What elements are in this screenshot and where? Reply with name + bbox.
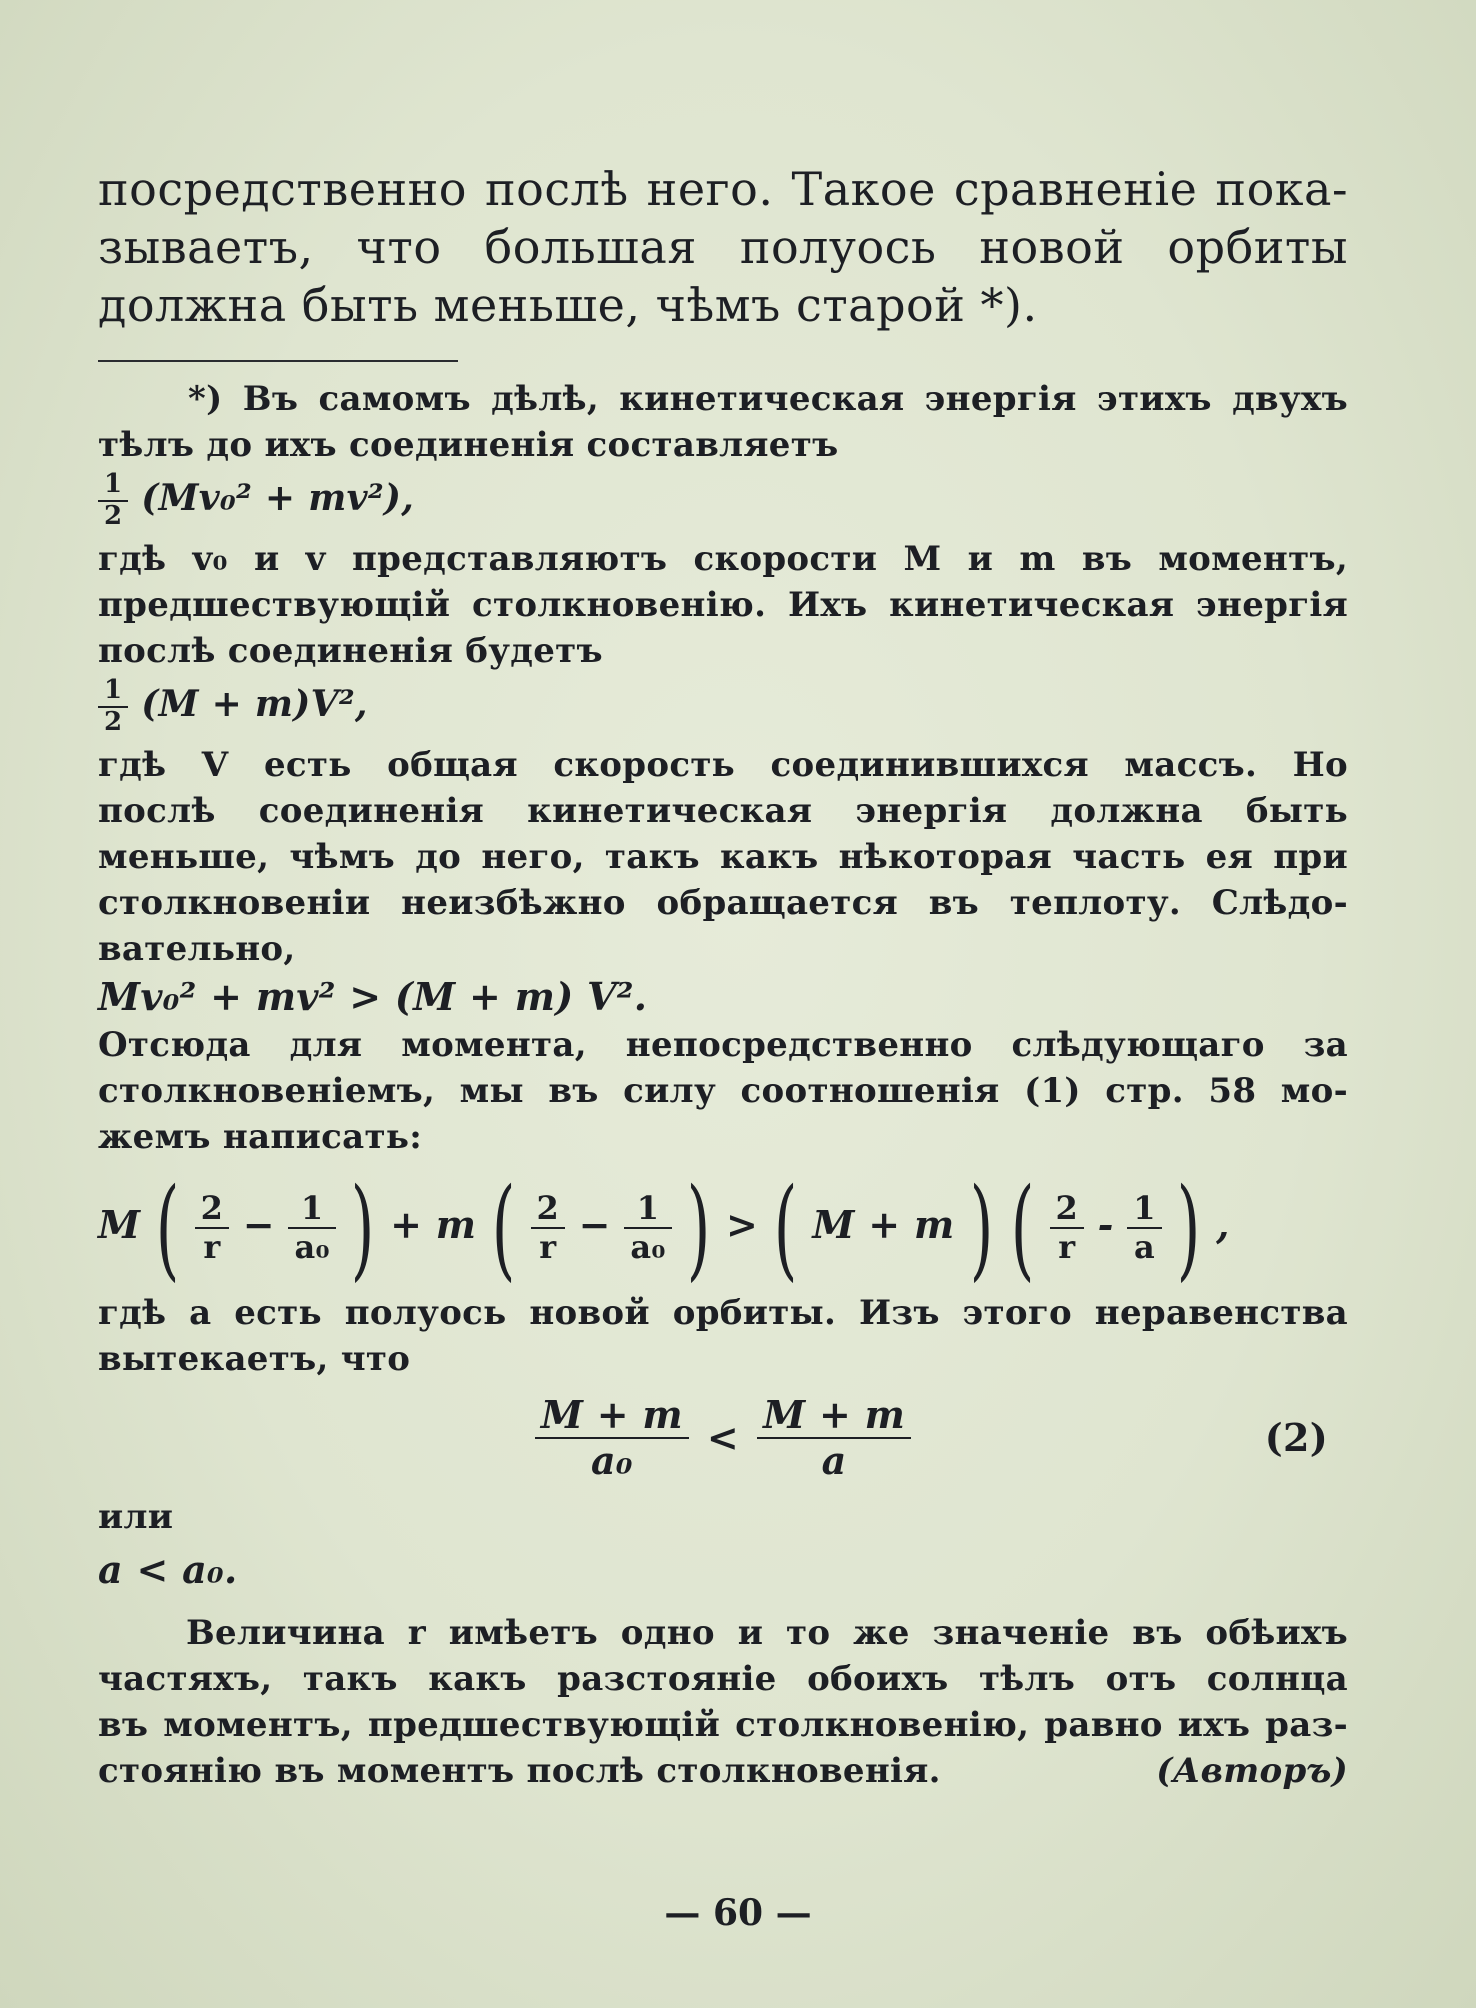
equation-number: (2) (1264, 1414, 1328, 1460)
footnote-line: столкновеніи неизбѣжно обращается въ теплоту. Слѣдо- (98, 882, 1348, 923)
author-attribution: (Авторъ) (1156, 1750, 1348, 1791)
formula-ratio-inequality: $\frac{M + m}{\text{a₀}}$ < $\frac{M + m}{a}$ (2) (98, 1382, 1348, 1494)
footnote-line: меньше, чѣмъ до него, такъ какъ нѣкоторая часть ея при (98, 836, 1348, 877)
footnote-line: *) Въ самомъ дѣлѣ, кинетическая энергія этихъ двухъ (188, 379, 1348, 419)
footnote-last-line: стоянію въ моментъ послѣ столкновенія. (Авторъ) (98, 1748, 1348, 1794)
footnote-line: тѣлъ до ихъ соединенія составляетъ (98, 425, 839, 465)
footnote-line: гдѣ a есть полуось новой орбиты. Изъ этого неравенства (98, 1292, 1348, 1333)
footnote-line: въ моментъ, предшествующій столкновенію, равно ихъ раз- (98, 1704, 1348, 1745)
footnote-line: вательно, (98, 928, 296, 969)
footnote-line: послѣ соединенія будетъ (98, 630, 603, 671)
main-text-line: зываетъ, что большая полуось новой орбиты (98, 220, 1348, 274)
footnote-line: гдѣ v₀ и v представляютъ скорости M и m въ моментъ, (98, 538, 1348, 579)
fraction-half: $\frac{1}{2}$ (98, 676, 128, 738)
footnote-line: жемъ написать: (98, 1116, 423, 1157)
footnote-line: Величина r имѣетъ одно и то же значеніе въ обѣихъ (186, 1612, 1348, 1653)
page-number: — 60 — (664, 1892, 812, 1934)
footnote-line: вытекаетъ, что (98, 1338, 411, 1379)
formula-orbit-inequality: M ( $\frac{2}{r}$ − $\frac{1}{\text{a₀}}$ ) + m ( $\frac{2}{r}$ − $\frac{1}{\text{a₀}}$ ) > ( M + m ) ( $\frac{2}{r}$ - $\frac{1}{a}$ ) , (98, 1164, 1230, 1293)
main-text (98, 160, 1348, 334)
fraction-half: $\frac{1}{2}$ (98, 470, 128, 532)
main-text-line: посредственно послѣ него. Такое сравненіе пока- (98, 162, 1348, 216)
footnote-line: послѣ соединенія кинетическая энергія должна быть (98, 790, 1348, 831)
footnote-line: или (98, 1496, 174, 1537)
formula-inequality-energy: Mv₀² + mv² > (M + m) V². (98, 973, 648, 1019)
footnote-line: предшествующій столкновенію. Ихъ кинетическая энергія (98, 584, 1348, 625)
footnote-line: частяхъ, такъ какъ разстояніе обоихъ тѣлъ отъ солнца (98, 1658, 1348, 1699)
footnote-line: столкновеніемъ, мы въ силу соотношенія (1) стр. 58 мо- (98, 1070, 1348, 1111)
footnote-line: гдѣ V есть общая скорость соединившихся массъ. Но (98, 744, 1348, 785)
formula-kinetic-after: $\frac{1}{2}$ (M + m)V², (98, 676, 1348, 738)
footnote-divider (98, 360, 458, 362)
footnote (98, 376, 1348, 1794)
formula-axis-inequality: a < a₀. (98, 1546, 238, 1592)
formula-kinetic-before: $\frac{1}{2}$ (Mv₀² + mv²), (98, 470, 1348, 532)
footnote-line: Отсюда для момента, непосредственно слѣдующаго за (98, 1024, 1348, 1065)
main-text-line: должна быть меньше, чѣмъ старой *). (98, 278, 1038, 332)
